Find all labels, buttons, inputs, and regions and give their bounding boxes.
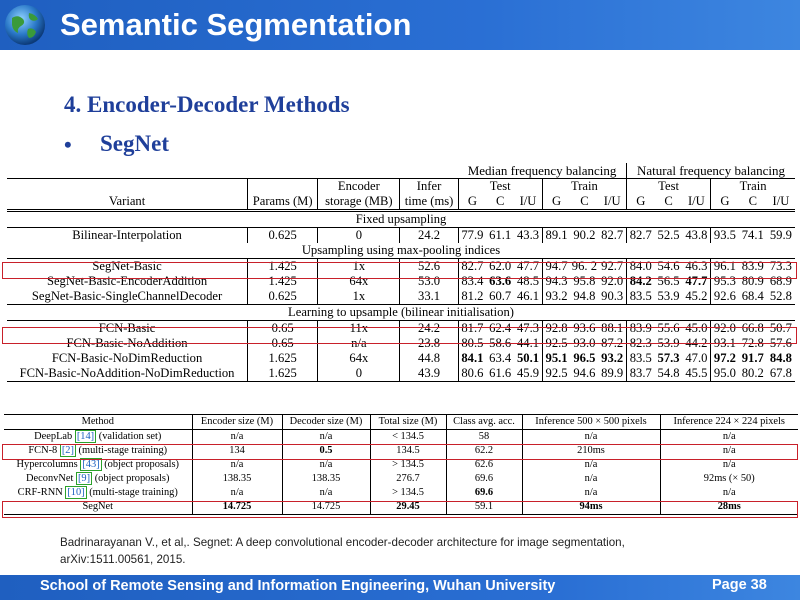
table-cell: 64x bbox=[318, 274, 400, 289]
table-cell: 14.725 bbox=[192, 500, 282, 515]
table-cell: 91.7 bbox=[741, 351, 764, 365]
table-cell: 89.1 bbox=[542, 228, 570, 244]
column-header: I/U bbox=[683, 194, 711, 211]
table-cell: 45.2 bbox=[683, 289, 711, 305]
table-cell: 44.2 bbox=[685, 336, 708, 350]
table-cell: 62.0 bbox=[489, 259, 512, 273]
table-cell: 52.5 bbox=[657, 228, 680, 242]
column-header: Method bbox=[4, 415, 192, 430]
table-cell: 69.6 bbox=[446, 486, 522, 500]
table-cell: n/a bbox=[660, 486, 798, 500]
variant-cell: Bilinear-Interpolation bbox=[72, 228, 182, 242]
table-row bbox=[7, 366, 795, 382]
variant-cell: FCN-Basic-NoAddition-NoDimReduction bbox=[7, 366, 248, 382]
table-cell: 96.1 bbox=[711, 259, 739, 275]
table-cell: 84.2 bbox=[626, 274, 654, 289]
table-cell: 11x bbox=[318, 321, 400, 337]
table-cell: 59.1 bbox=[446, 500, 522, 515]
table-cell: 53.0 bbox=[400, 274, 458, 289]
group-header: Median frequency balancing bbox=[467, 163, 617, 178]
table-cell: 93.1 bbox=[711, 336, 739, 351]
table-row bbox=[7, 194, 795, 211]
column-header: Inference 224 × 224 pixels bbox=[660, 415, 798, 430]
column-header: I/U bbox=[598, 194, 626, 211]
method-cell: FCN-8 [2] (multi-stage training) bbox=[28, 445, 168, 456]
table-cell: 83.9 bbox=[741, 259, 764, 273]
column-header: G bbox=[542, 194, 570, 211]
globe-icon bbox=[4, 4, 46, 46]
table-cell: 1.625 bbox=[248, 366, 318, 382]
table-cell: 96.5 bbox=[573, 351, 596, 365]
table-cell: 52.8 bbox=[767, 289, 795, 305]
table-cell: 81.7 bbox=[458, 321, 486, 337]
table-cell: 80.6 bbox=[458, 366, 486, 382]
table-row bbox=[7, 351, 795, 366]
table-cell: 1.425 bbox=[248, 259, 318, 275]
method-cell: Hypercolumns [43] (object proposals) bbox=[16, 459, 179, 470]
fcn8-highlight bbox=[2, 444, 798, 460]
table-cell: 48.5 bbox=[516, 274, 540, 288]
method-cell: DeepLab [14] (validation set) bbox=[34, 431, 162, 442]
table-cell: 24.2 bbox=[400, 228, 458, 244]
table-cell: 74.1 bbox=[741, 228, 764, 242]
table-cell: 53.9 bbox=[655, 289, 683, 305]
table-cell: 83.7 bbox=[626, 366, 654, 382]
table-cell: 88.1 bbox=[601, 321, 624, 335]
section-label: Fixed upsampling bbox=[7, 211, 795, 228]
column-header: Train bbox=[711, 179, 795, 195]
table-cell: 82.7 bbox=[458, 259, 486, 275]
table-cell: 69.6 bbox=[446, 472, 522, 486]
table-cell: 0 bbox=[318, 228, 400, 244]
bullet-marker: • bbox=[64, 132, 72, 157]
table-cell: n/a bbox=[318, 336, 400, 351]
table-cell: 134.5 bbox=[370, 444, 446, 458]
reference-link[interactable]: [14] bbox=[76, 431, 95, 442]
variant-cell: FCN-Basic-NoDimReduction bbox=[51, 351, 203, 365]
column-header: C bbox=[570, 194, 598, 211]
column-header: Total size (M) bbox=[370, 415, 446, 430]
table-row bbox=[7, 179, 795, 195]
table-cell: 134 bbox=[192, 444, 282, 458]
table-cell: 54.6 bbox=[657, 259, 680, 273]
section-row bbox=[7, 305, 795, 321]
column-header: Class avg. acc. bbox=[446, 415, 522, 430]
table-cell: 1.425 bbox=[248, 274, 318, 289]
column-header: C bbox=[739, 194, 767, 211]
table-cell: 87.2 bbox=[601, 336, 624, 350]
table-cell: n/a bbox=[522, 458, 660, 472]
table-cell: 92.7 bbox=[601, 259, 624, 273]
table-cell: 0 bbox=[318, 366, 400, 382]
table-cell: 93.2 bbox=[542, 289, 570, 305]
table-cell: 33.1 bbox=[400, 289, 458, 305]
table-cell: 95.3 bbox=[711, 274, 739, 289]
fcn-basic-highlight bbox=[2, 327, 797, 344]
reference-link[interactable]: [2] bbox=[61, 445, 74, 456]
table-cell: 61.6 bbox=[486, 366, 514, 382]
table-cell: 96. 2 bbox=[571, 259, 597, 273]
table-row bbox=[4, 458, 798, 472]
table-cell: 95.8 bbox=[573, 274, 596, 288]
method-cell: CRF-RNN [10] (multi-stage training) bbox=[17, 487, 178, 498]
table-cell: 84.8 bbox=[769, 351, 792, 365]
table-cell: 94.3 bbox=[542, 274, 570, 289]
table-cell: 47.7 bbox=[685, 274, 708, 288]
table-row bbox=[4, 415, 798, 430]
segnet-basic-highlight bbox=[2, 262, 797, 279]
table-cell: 95.0 bbox=[711, 366, 739, 382]
table-cell: n/a bbox=[660, 458, 798, 472]
table-cell: 46.3 bbox=[685, 259, 708, 273]
column-header: Encoder bbox=[318, 179, 400, 195]
column-header: Train bbox=[542, 179, 626, 195]
footer-text: School of Remote Sensing and Information Engineering, Wuhan University bbox=[40, 578, 556, 594]
method-cell: SegNet bbox=[4, 500, 192, 515]
section-label: Upsampling using max-pooling indices bbox=[7, 243, 795, 259]
table-cell: 54.8 bbox=[655, 366, 683, 382]
variant-cell: SegNet-Basic-EncoderAddition bbox=[46, 274, 208, 288]
table-cell: 67.8 bbox=[767, 366, 795, 382]
reference-link[interactable]: [10] bbox=[67, 487, 85, 498]
table-cell: 82.7 bbox=[601, 228, 624, 242]
citation-line: Badrinarayanan V., et al,. Segnet: A deep convolutional encoder-decoder architecture for image segmentation, bbox=[60, 536, 625, 549]
column-header: Decoder size (M) bbox=[282, 415, 370, 430]
column-header: Test bbox=[626, 179, 710, 195]
table-cell: 45.5 bbox=[683, 366, 711, 382]
table-cell: 92.8 bbox=[542, 321, 570, 337]
variant-cell: SegNet-Basic bbox=[92, 259, 162, 273]
table-cell: 92.0 bbox=[601, 274, 624, 288]
column-header: Inference 500 × 500 pixels bbox=[522, 415, 660, 430]
table-cell: 72.8 bbox=[741, 336, 764, 350]
table-cell: 92ms (× 50) bbox=[660, 472, 798, 486]
table-cell: 56.5 bbox=[657, 274, 680, 288]
table-cell: 83.4 bbox=[458, 274, 486, 289]
table-cell: 210ms bbox=[522, 444, 660, 458]
table-cell: 14.725 bbox=[282, 500, 370, 515]
table-cell: 83.9 bbox=[626, 321, 654, 337]
table-row bbox=[4, 472, 798, 486]
citation bbox=[60, 534, 625, 568]
table-cell: 1x bbox=[318, 289, 400, 305]
method-comparison-table bbox=[4, 414, 798, 515]
table-cell: 94ms bbox=[522, 500, 660, 515]
table-cell: 50.1 bbox=[516, 351, 540, 365]
table-cell: 61.1 bbox=[489, 228, 512, 242]
table-cell: 0.5 bbox=[282, 444, 370, 458]
table-cell: 60.7 bbox=[486, 289, 514, 305]
table-cell: 44.1 bbox=[516, 336, 540, 350]
table-cell: n/a bbox=[192, 486, 282, 500]
column-header: time (ms) bbox=[400, 194, 458, 211]
segnet-highlight bbox=[2, 501, 798, 518]
table-row bbox=[4, 486, 798, 500]
table-row bbox=[7, 228, 795, 244]
table-cell: 58.6 bbox=[489, 336, 512, 350]
table-cell: 53.9 bbox=[657, 336, 680, 350]
page-title: Semantic Segmentation bbox=[60, 7, 412, 42]
group-header: Natural frequency balancing bbox=[626, 163, 795, 179]
table-cell: 57.6 bbox=[769, 336, 792, 350]
table-cell: 68.9 bbox=[769, 274, 792, 288]
table-cell: > 134.5 bbox=[370, 458, 446, 472]
section-label: Learning to upsample (bilinear initialisation) bbox=[7, 305, 795, 321]
reference-link[interactable]: [43] bbox=[82, 459, 100, 470]
table-cell: 92.6 bbox=[711, 289, 739, 305]
table-cell: 1x bbox=[318, 259, 400, 275]
column-header: G bbox=[711, 194, 739, 211]
table-cell: 92.5 bbox=[542, 336, 570, 351]
table-row bbox=[7, 163, 795, 179]
variant-cell: FCN-Basic bbox=[98, 321, 156, 335]
column-header: storage (MB) bbox=[318, 194, 400, 211]
table-cell: n/a bbox=[282, 458, 370, 472]
table-cell: 0.65 bbox=[248, 321, 318, 337]
table-cell: 0.625 bbox=[248, 228, 318, 244]
column-header: C bbox=[486, 194, 514, 211]
table-cell: 52.6 bbox=[400, 259, 458, 275]
variant-cell: FCN-Basic-NoAddition bbox=[66, 336, 188, 350]
table-cell: 276.7 bbox=[370, 472, 446, 486]
table-cell: 68.4 bbox=[739, 289, 767, 305]
table-cell: 57.3 bbox=[657, 351, 680, 365]
table-cell: 43.3 bbox=[516, 228, 540, 242]
table-cell: 28ms bbox=[660, 500, 798, 515]
table-cell: 62.4 bbox=[489, 321, 512, 335]
table-cell: n/a bbox=[522, 430, 660, 445]
table-cell: 46.1 bbox=[514, 289, 542, 305]
table-cell: 47.7 bbox=[516, 259, 540, 273]
table-cell: 92.0 bbox=[711, 321, 739, 337]
table-cell: 66.8 bbox=[741, 321, 764, 335]
table-cell: 0.625 bbox=[248, 289, 318, 305]
table-cell: 24.2 bbox=[400, 321, 458, 337]
table-cell: 1.625 bbox=[248, 351, 318, 366]
table-cell: 43.8 bbox=[685, 228, 708, 242]
table-cell: n/a bbox=[522, 472, 660, 486]
table-cell: 58 bbox=[446, 430, 522, 445]
table-cell: 55.6 bbox=[657, 321, 680, 335]
table-cell: 0.65 bbox=[248, 336, 318, 351]
table-cell: 47.0 bbox=[685, 351, 708, 365]
table-cell: 63.6 bbox=[489, 274, 512, 288]
section-row bbox=[7, 243, 795, 259]
table-cell: 93.2 bbox=[601, 351, 624, 365]
table-cell: 80.9 bbox=[741, 274, 764, 288]
table-cell: 77.9 bbox=[458, 228, 486, 244]
table-cell: 138.35 bbox=[192, 472, 282, 486]
table-cell: 64x bbox=[318, 351, 400, 366]
column-header: Variant bbox=[7, 194, 248, 211]
table-cell: 23.8 bbox=[400, 336, 458, 351]
table-cell: 94.8 bbox=[570, 289, 598, 305]
table-cell: 80.2 bbox=[739, 366, 767, 382]
table-cell: 43.9 bbox=[400, 366, 458, 382]
section-row bbox=[7, 211, 795, 228]
table-cell: n/a bbox=[522, 486, 660, 500]
table-cell: 93.0 bbox=[573, 336, 596, 350]
table-cell: 82.7 bbox=[626, 228, 654, 244]
section-heading: 4. Encoder-Decoder Methods bbox=[64, 92, 350, 117]
table-cell: n/a bbox=[660, 430, 798, 445]
table-cell: 94.6 bbox=[570, 366, 598, 382]
table-cell: 83.5 bbox=[626, 289, 654, 305]
table-cell: 44.8 bbox=[400, 351, 458, 366]
method-cell: DeconvNet [9] (object proposals) bbox=[26, 473, 170, 484]
column-header: Infer bbox=[400, 179, 458, 195]
table-cell: 80.5 bbox=[458, 336, 486, 351]
column-header: I/U bbox=[514, 194, 542, 211]
table-cell: 84.1 bbox=[458, 351, 486, 366]
table-row bbox=[4, 430, 798, 445]
table-cell: n/a bbox=[660, 444, 798, 458]
table-cell: 47.3 bbox=[516, 321, 540, 335]
reference-link[interactable]: [9] bbox=[77, 473, 91, 484]
table-cell: 45.0 bbox=[685, 321, 708, 335]
table-cell: 62.2 bbox=[446, 444, 522, 458]
column-header: I/U bbox=[767, 194, 795, 211]
table-cell: 94.7 bbox=[542, 259, 570, 275]
table-cell: n/a bbox=[282, 430, 370, 445]
column-header: Encoder size (M) bbox=[192, 415, 282, 430]
table-cell: 81.2 bbox=[458, 289, 486, 305]
table-cell: n/a bbox=[282, 486, 370, 500]
column-header: Test bbox=[458, 179, 542, 195]
table-cell: 84.0 bbox=[626, 259, 654, 275]
column-header: G bbox=[626, 194, 654, 211]
table-cell: n/a bbox=[192, 458, 282, 472]
table-cell: 97.2 bbox=[711, 351, 739, 366]
table-cell: 90.2 bbox=[573, 228, 596, 242]
column-header: C bbox=[655, 194, 683, 211]
column-header: Params (M) bbox=[248, 194, 318, 211]
column-header: G bbox=[458, 194, 486, 211]
table-cell: 29.45 bbox=[370, 500, 446, 515]
table-cell: 93.6 bbox=[573, 321, 596, 335]
table-cell: 82.3 bbox=[626, 336, 654, 351]
table-cell: 73.3 bbox=[769, 259, 792, 273]
table-cell: 45.9 bbox=[514, 366, 542, 382]
variant-cell: SegNet-Basic-SingleChannelDecoder bbox=[7, 289, 248, 305]
table-cell: < 134.5 bbox=[370, 430, 446, 445]
table-cell: 59.9 bbox=[769, 228, 792, 242]
table-cell: 92.5 bbox=[542, 366, 570, 382]
table-row bbox=[7, 289, 795, 305]
bullet-text: SegNet bbox=[100, 131, 169, 156]
table-cell: 93.5 bbox=[711, 228, 739, 244]
table-cell: 62.6 bbox=[446, 458, 522, 472]
table-cell: 83.5 bbox=[626, 351, 654, 366]
table-cell: 95.1 bbox=[542, 351, 570, 366]
table-cell: n/a bbox=[192, 430, 282, 445]
table-cell: 63.4 bbox=[489, 351, 512, 365]
table-cell: 90.3 bbox=[598, 289, 626, 305]
table-cell: > 134.5 bbox=[370, 486, 446, 500]
page-number: Page 38 bbox=[712, 577, 767, 593]
table-cell: 89.9 bbox=[598, 366, 626, 382]
table-cell: 50.7 bbox=[769, 321, 792, 335]
citation-line: arXiv:1511.00561, 2015. bbox=[60, 553, 186, 566]
table-cell: 138.35 bbox=[282, 472, 370, 486]
